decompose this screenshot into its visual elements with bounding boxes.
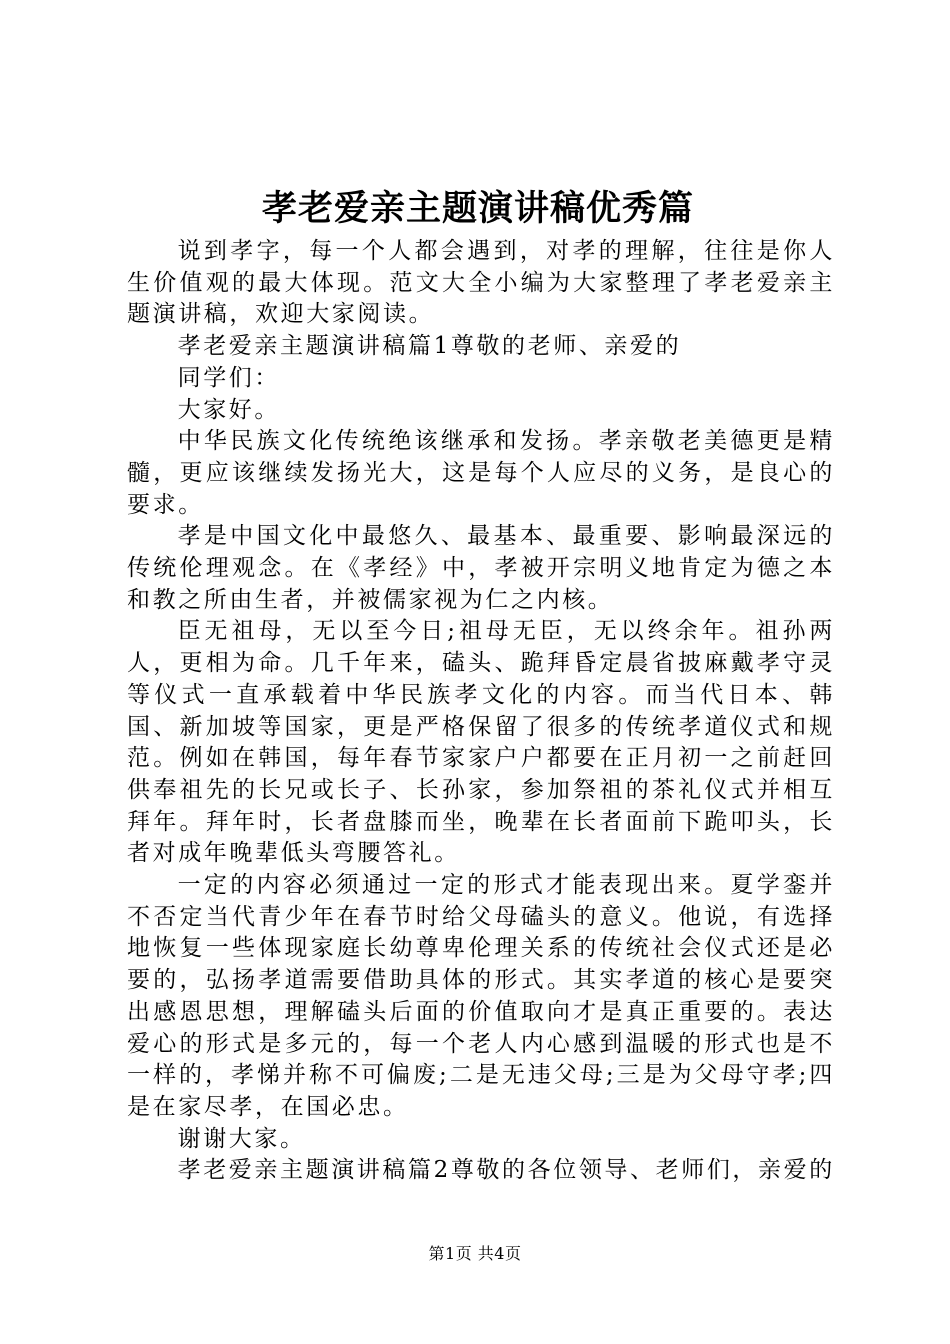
paragraph-body: 中华民族文化传统绝该继承和发扬。孝亲敬老美德更是精髓，更应该继续发扬光大，这是每个人应尽的义务，是良心的要求。 <box>127 428 835 518</box>
document-title: 孝老爱亲主题演讲稿优秀篇 <box>261 189 694 229</box>
paragraph-body: 一定的内容必须通过一定的形式才能表现出来。夏学銮并不否定当代青少年在春节时给父母磕头的意义。他说，有选择地恢复一些体现家庭长幼尊卑伦理关系的传统社会仪式还是必要的，弘扬孝道需要借助具体的形式。其实孝道的核心是要突出感恩思想，理解磕头后面的价值取向才是真正重要的。表达爱心的形式是多元的，每一个老人内心感到温暖的形式也是不一样的，孝悌并称不可偏废;二是无违父母;三是为父母守孝;四是在家尽孝，在国必忠。 <box>127 872 835 1120</box>
page-footer: 第1页 共4页 <box>428 1244 522 1263</box>
paragraph-speech-1-heading: 孝老爱亲主题演讲稿篇1尊敬的老师、亲爱的 <box>177 333 682 360</box>
paragraph-greeting: 大家好。 <box>177 396 280 423</box>
paragraph-body: 臣无祖母，无以至今日;祖母无臣，无以终余年。祖孙两人，更相为命。几千年来，磕头、跪拜昏定晨省披麻戴孝守灵等仪式一直承载着中华民族孝文化的内容。而当代日本、韩国、新加坡等国家，更是严格保留了很多的传统孝道仪式和规范。例如在韩国，每年春节家家户户都要在正月初一之前赶回供奉祖先的长兄或长子、长孙家，参加祭祖的茶礼仪式并相互拜年。拜年时，长者盘膝而坐，晚辈在长者面前下跪叩头，长者对成年晚辈低头弯腰答礼。 <box>127 618 835 867</box>
paragraph-speech-2-heading: 孝老爱亲主题演讲稿篇2尊敬的各位领导、老师们，亲爱的 <box>177 1157 835 1184</box>
paragraph-salutation: 同学们： <box>177 364 280 391</box>
paragraph-thanks: 谢谢大家。 <box>177 1125 306 1152</box>
paragraph-body: 孝是中国文化中最悠久、最基本、最重要、影响最深远的传统伦理观念。在《孝经》中，孝被开宗明义地肯定为德之本和教之所由生者，并被儒家视为仁之内核。 <box>127 523 835 613</box>
document-body <box>127 236 835 1187</box>
paragraph-intro: 说到孝字，每一个人都会遇到，对孝的理解，往往是你人生价值观的最大体现。范文大全小编为大家整理了孝老爱亲主题演讲稿，欢迎大家阅读。 <box>127 238 835 328</box>
